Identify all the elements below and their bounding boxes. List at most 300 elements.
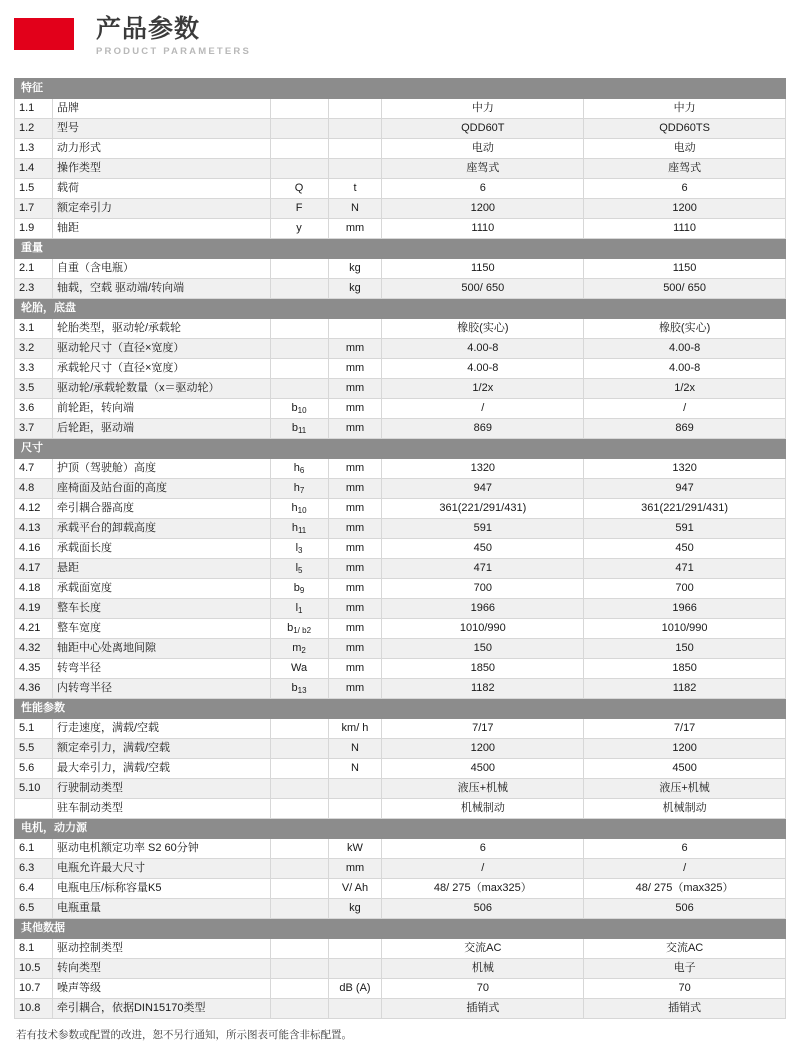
table-row [15,599,786,619]
table-row [15,779,786,799]
table-row [15,619,786,639]
cell-unit [328,959,382,979]
cell-value-model-b: 4500 [584,759,786,779]
cell-item-no: 4.13 [15,519,53,539]
cell-symbol [270,159,328,179]
cell-item-no: 1.3 [15,139,53,159]
cell-item-name: 驱动电机额定功率 S2 60分钟 [52,839,270,859]
cell-item-no: 3.5 [15,379,53,399]
cell-item-no: 5.5 [15,739,53,759]
table-row [15,899,786,919]
cell-unit: mm [328,619,382,639]
cell-value-model-b: 橡胶(实心) [584,319,786,339]
table-row [15,679,786,699]
cell-item-no: 5.10 [15,779,53,799]
cell-unit: mm [328,379,382,399]
cell-unit [328,999,382,1019]
table-row [15,419,786,439]
section-header-row [15,819,786,839]
cell-item-no: 1.9 [15,219,53,239]
cell-value-model-b: 4.00-8 [584,359,786,379]
table-row [15,339,786,359]
cell-unit: mm [328,579,382,599]
cell-unit [328,119,382,139]
table-row [15,519,786,539]
cell-item-no: 4.35 [15,659,53,679]
table-row [15,379,786,399]
cell-symbol: $h_{10}$ [270,499,328,519]
section-title: 其他数据 [15,919,786,939]
cell-symbol [270,119,328,139]
cell-item-name: 驱动轮尺寸（直径×宽度） [52,339,270,359]
cell-symbol: $h_6$ [270,459,328,479]
cell-item-no: 4.12 [15,499,53,519]
cell-symbol [270,779,328,799]
cell-value-model-b: 7/17 [584,719,786,739]
table-row [15,359,786,379]
cell-symbol: $h_{11}$ [270,519,328,539]
cell-item-no: 1.1 [15,99,53,119]
cell-item-name: 电瓶重量 [52,899,270,919]
table-row [15,319,786,339]
cell-value-model-b: 1110 [584,219,786,239]
cell-value-model-a: 1110 [382,219,584,239]
cell-item-name: 品牌 [52,99,270,119]
cell-value-model-b: 506 [584,899,786,919]
cell-value-model-b: 471 [584,559,786,579]
cell-value-model-a: 500/ 650 [382,279,584,299]
cell-unit: dB (A) [328,979,382,999]
table-row [15,539,786,559]
table-row [15,399,786,419]
page-title: 产品参数 [96,15,201,43]
cell-unit: mm [328,499,382,519]
cell-value-model-b: 869 [584,419,786,439]
cell-unit: t [328,179,382,199]
cell-value-model-a: 7/17 [382,719,584,739]
cell-value-model-a: 471 [382,559,584,579]
cell-value-model-b: 450 [584,539,786,559]
cell-item-name: 后轮距，驱动端 [52,419,270,439]
cell-item-name: 型号 [52,119,270,139]
cell-unit: N [328,199,382,219]
cell-symbol: $l_5$ [270,559,328,579]
cell-value-model-b: 机械制动 [584,799,786,819]
cell-item-no: 3.6 [15,399,53,419]
header-accent-bar [14,18,74,50]
cell-item-name: 轴距 [52,219,270,239]
cell-item-no: 8.1 [15,939,53,959]
cell-value-model-b: 座驾式 [584,159,786,179]
cell-unit [328,939,382,959]
cell-value-model-b: 液压+机械 [584,779,786,799]
cell-value-model-b: 500/ 650 [584,279,786,299]
cell-value-model-b: 591 [584,519,786,539]
cell-item-no: 4.18 [15,579,53,599]
cell-item-name: 承载轮尺寸（直径×宽度） [52,359,270,379]
cell-value-model-b: 交流AC [584,939,786,959]
cell-value-model-b: 947 [584,479,786,499]
cell-value-model-a: 中力 [382,99,584,119]
cell-item-name: 轮胎类型，驱动轮/承载轮 [52,319,270,339]
cell-item-name: 额定牵引力 [52,199,270,219]
table-row [15,159,786,179]
cell-symbol [270,939,328,959]
cell-value-model-b: 1150 [584,259,786,279]
table-row [15,719,786,739]
cell-item-name: 行走速度，满载/空载 [52,719,270,739]
cell-item-no: 3.2 [15,339,53,359]
cell-item-no [15,799,53,819]
cell-unit: mm [328,639,382,659]
cell-symbol: $m_2$ [270,639,328,659]
table-row [15,119,786,139]
cell-value-model-a: 电动 [382,139,584,159]
cell-symbol: F [270,199,328,219]
cell-value-model-a: 4500 [382,759,584,779]
cell-symbol: $b_{1/ b2}$ [270,619,328,639]
cell-unit: mm [328,859,382,879]
cell-item-name: 内转弯半径 [52,679,270,699]
cell-item-name: 整车宽度 [52,619,270,639]
section-title: 性能参数 [15,699,786,719]
cell-item-name: 驻车制动类型 [52,799,270,819]
cell-symbol: $b_{13}$ [270,679,328,699]
cell-symbol: $h_7$ [270,479,328,499]
cell-item-no: 5.6 [15,759,53,779]
page-header [0,0,800,78]
cell-item-name: 操作类型 [52,159,270,179]
cell-item-no: 4.7 [15,459,53,479]
cell-value-model-a: 700 [382,579,584,599]
table-row [15,99,786,119]
cell-value-model-a: 机械制动 [382,799,584,819]
cell-value-model-a: / [382,399,584,419]
cell-symbol [270,719,328,739]
cell-value-model-a: 1320 [382,459,584,479]
cell-unit: kg [328,279,382,299]
cell-item-name: 驱动控制类型 [52,939,270,959]
cell-item-no: 1.4 [15,159,53,179]
cell-item-name: 载荷 [52,179,270,199]
table-row [15,859,786,879]
cell-value-model-b: 电动 [584,139,786,159]
cell-symbol [270,319,328,339]
cell-value-model-b: 150 [584,639,786,659]
cell-item-no: 4.32 [15,639,53,659]
table-row [15,839,786,859]
cell-value-model-a: 591 [382,519,584,539]
cell-item-name: 转弯半径 [52,659,270,679]
cell-value-model-a: 1/2x [382,379,584,399]
cell-symbol [270,879,328,899]
cell-item-no: 4.19 [15,599,53,619]
cell-symbol [270,279,328,299]
cell-item-name: 牵引耦合，依据DIN15170类型 [52,999,270,1019]
cell-symbol [270,739,328,759]
cell-symbol [270,899,328,919]
page-subtitle: PRODUCT PARAMETERS [96,46,252,57]
cell-value-model-a: QDD60T [382,119,584,139]
cell-symbol: $b_{11}$ [270,419,328,439]
cell-unit: kg [328,899,382,919]
spec-table [14,78,786,1019]
cell-item-name: 承载面长度 [52,539,270,559]
cell-value-model-b: 1200 [584,739,786,759]
cell-item-no: 6.3 [15,859,53,879]
cell-item-no: 3.1 [15,319,53,339]
cell-item-name: 转向类型 [52,959,270,979]
cell-unit: mm [328,599,382,619]
cell-value-model-b: 361(221/291/431) [584,499,786,519]
cell-unit: mm [328,359,382,379]
table-row [15,999,786,1019]
cell-item-no: 2.1 [15,259,53,279]
cell-item-name: 自重（含电瓶） [52,259,270,279]
section-title: 尺寸 [15,439,786,459]
cell-value-model-a: 150 [382,639,584,659]
section-header-row [15,79,786,99]
cell-value-model-a: 4.00-8 [382,359,584,379]
table-row [15,639,786,659]
cell-value-model-a: 橡胶(实心) [382,319,584,339]
cell-symbol [270,379,328,399]
cell-item-no: 4.16 [15,539,53,559]
cell-unit [328,799,382,819]
cell-value-model-b: 插销式 [584,999,786,1019]
cell-value-model-a: 1182 [382,679,584,699]
cell-value-model-b: 70 [584,979,786,999]
cell-unit: mm [328,559,382,579]
cell-unit [328,99,382,119]
cell-value-model-a: 70 [382,979,584,999]
cell-value-model-b: 6 [584,179,786,199]
cell-item-name: 动力形式 [52,139,270,159]
cell-symbol: $b_9$ [270,579,328,599]
cell-value-model-b: 700 [584,579,786,599]
section-header-row [15,239,786,259]
cell-item-name: 座椅面及站台面的高度 [52,479,270,499]
table-row [15,959,786,979]
section-header-row [15,699,786,719]
cell-unit: mm [328,519,382,539]
cell-value-model-a: 机械 [382,959,584,979]
footnote: 若有技术参数或配置的改进，恕不另行通知，所示图表可能含非标配置。 [16,1029,352,1041]
table-row [15,659,786,679]
cell-value-model-b: 1200 [584,199,786,219]
cell-value-model-b: 1850 [584,659,786,679]
cell-unit [328,139,382,159]
cell-symbol [270,139,328,159]
cell-symbol: $l_1$ [270,599,328,619]
cell-unit: mm [328,399,382,419]
cell-symbol [270,99,328,119]
cell-value-model-a: 1850 [382,659,584,679]
cell-value-model-a: 947 [382,479,584,499]
cell-unit: mm [328,459,382,479]
cell-unit [328,319,382,339]
cell-value-model-b: / [584,399,786,419]
table-row [15,559,786,579]
cell-item-name: 轴载，空载 驱动端/转向端 [52,279,270,299]
cell-item-no: 5.1 [15,719,53,739]
cell-value-model-a: 1200 [382,199,584,219]
table-row [15,479,786,499]
cell-symbol [270,759,328,779]
cell-unit [328,159,382,179]
cell-value-model-b: QDD60TS [584,119,786,139]
cell-symbol [270,259,328,279]
cell-value-model-b: 1320 [584,459,786,479]
cell-item-no: 1.7 [15,199,53,219]
cell-value-model-a: 1150 [382,259,584,279]
table-row [15,259,786,279]
cell-value-model-a: 450 [382,539,584,559]
table-row [15,759,786,779]
cell-unit: kW [328,839,382,859]
cell-value-model-a: 4.00-8 [382,339,584,359]
cell-item-no: 4.36 [15,679,53,699]
table-row [15,879,786,899]
cell-unit: km/ h [328,719,382,739]
cell-value-model-b: 1/2x [584,379,786,399]
table-row [15,799,786,819]
cell-item-no: 1.2 [15,119,53,139]
cell-value-model-b: 4.00-8 [584,339,786,359]
cell-item-name: 电瓶电压/标称容量K5 [52,879,270,899]
cell-item-name: 承载平台的卸载高度 [52,519,270,539]
cell-symbol [270,859,328,879]
cell-value-model-b: 1182 [584,679,786,699]
cell-symbol [270,359,328,379]
cell-symbol: Q [270,179,328,199]
cell-item-name: 噪声等级 [52,979,270,999]
table-row [15,199,786,219]
table-row [15,979,786,999]
cell-unit: mm [328,419,382,439]
cell-item-no: 10.8 [15,999,53,1019]
table-row [15,739,786,759]
table-row [15,279,786,299]
cell-item-name: 驱动轮/承载轮数量（x＝驱动轮） [52,379,270,399]
cell-item-name: 前轮距，转向端 [52,399,270,419]
cell-item-no: 4.21 [15,619,53,639]
cell-value-model-b: 中力 [584,99,786,119]
cell-unit: N [328,759,382,779]
cell-item-no: 6.1 [15,839,53,859]
section-header-row [15,299,786,319]
cell-value-model-a: 48/ 275（max325） [382,879,584,899]
cell-unit: V/ Ah [328,879,382,899]
cell-value-model-a: / [382,859,584,879]
table-row [15,139,786,159]
cell-value-model-a: 插销式 [382,999,584,1019]
cell-value-model-a: 6 [382,839,584,859]
cell-unit: mm [328,219,382,239]
cell-item-no: 6.4 [15,879,53,899]
cell-value-model-a: 座驾式 [382,159,584,179]
cell-unit: mm [328,659,382,679]
cell-symbol: $l_3$ [270,539,328,559]
cell-symbol: $b_{10}$ [270,399,328,419]
spec-table-wrapper [0,78,800,1019]
cell-item-no: 1.5 [15,179,53,199]
table-row [15,459,786,479]
cell-value-model-a: 6 [382,179,584,199]
cell-value-model-a: 869 [382,419,584,439]
table-row [15,499,786,519]
cell-value-model-b: / [584,859,786,879]
cell-item-name: 牵引耦合器高度 [52,499,270,519]
cell-symbol [270,999,328,1019]
cell-value-model-b: 48/ 275（max325） [584,879,786,899]
cell-item-no: 3.3 [15,359,53,379]
cell-value-model-a: 361(221/291/431) [382,499,584,519]
cell-item-name: 最大牵引力，满载/空载 [52,759,270,779]
cell-symbol: y [270,219,328,239]
cell-value-model-b: 电子 [584,959,786,979]
cell-unit: mm [328,679,382,699]
cell-symbol [270,839,328,859]
table-row [15,939,786,959]
cell-symbol [270,799,328,819]
cell-item-name: 电瓶允许最大尺寸 [52,859,270,879]
cell-symbol [270,959,328,979]
cell-item-no: 4.17 [15,559,53,579]
cell-item-no: 10.5 [15,959,53,979]
cell-value-model-a: 1966 [382,599,584,619]
cell-item-name: 轴距中心处离地间隙 [52,639,270,659]
cell-unit: mm [328,479,382,499]
cell-unit: kg [328,259,382,279]
section-title: 电机，动力源 [15,819,786,839]
cell-item-name: 行驶制动类型 [52,779,270,799]
section-title: 轮胎，底盘 [15,299,786,319]
cell-value-model-b: 6 [584,839,786,859]
section-header-row [15,439,786,459]
cell-value-model-a: 506 [382,899,584,919]
cell-item-name: 承载面宽度 [52,579,270,599]
table-row [15,219,786,239]
cell-symbol [270,339,328,359]
cell-item-no: 2.3 [15,279,53,299]
section-title: 重量 [15,239,786,259]
cell-unit: mm [328,539,382,559]
cell-value-model-a: 1200 [382,739,584,759]
cell-value-model-a: 1010/990 [382,619,584,639]
section-header-row [15,919,786,939]
cell-value-model-b: 1966 [584,599,786,619]
cell-symbol: Wa [270,659,328,679]
cell-item-no: 3.7 [15,419,53,439]
cell-symbol [270,979,328,999]
table-row [15,179,786,199]
cell-item-name: 护顶（驾驶舱）高度 [52,459,270,479]
cell-item-name: 整车长度 [52,599,270,619]
table-row [15,579,786,599]
cell-unit: mm [328,339,382,359]
cell-item-no: 6.5 [15,899,53,919]
header-text-group [96,14,251,57]
cell-unit: N [328,739,382,759]
cell-item-no: 4.8 [15,479,53,499]
cell-value-model-b: 1010/990 [584,619,786,639]
cell-item-no: 10.7 [15,979,53,999]
cell-item-name: 额定牵引力，满载/空载 [52,739,270,759]
cell-item-name: 悬距 [52,559,270,579]
section-title: 特征 [15,79,786,99]
cell-value-model-a: 交流AC [382,939,584,959]
